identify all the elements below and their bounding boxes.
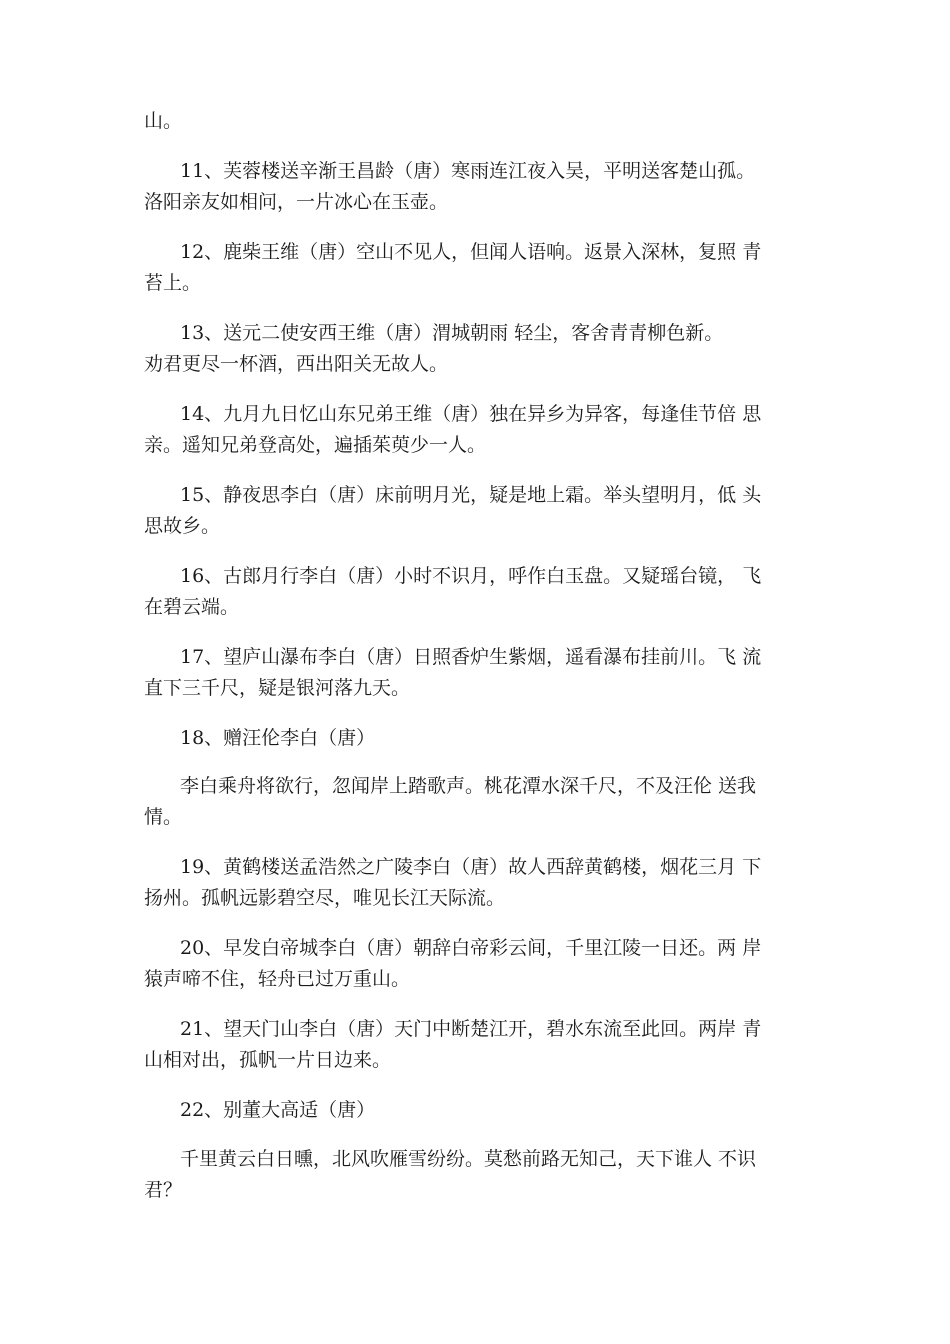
text-line: 山。 [144,110,183,132]
text-line: 扬州。孤帆远影碧空尽，唯见长江天际流。 [144,887,506,909]
text-line: 李白乘舟将欲行，忽闻岸上踏歌声。桃花潭水深千尺，不及汪伦 送我 [180,775,757,797]
text-line: 千里黄云白日曛，北风吹雁雪纷纷。莫愁前路无知己，天下谁人 不识 [180,1148,757,1170]
text-line: 在碧云端。 [144,596,240,618]
text-line: 13、送元二使安西王维（唐）渭城朝雨 轻尘，客舍青青柳色新。 [180,322,724,344]
text-line: 情。 [144,806,183,828]
text-line: 21、望天门山李白（唐）天门中断楚江开，碧水东流至此回。两岸 青 [180,1018,762,1040]
text-line: 君？ [144,1179,183,1201]
text-line: 14、九月九日忆山东兄弟王维（唐）独在异乡为异客，每逢佳节倍 思 [180,403,762,425]
text-line: 20、早发白帝城李白（唐）朝辞白帝彩云间，千里江陵一日还。两 岸 [180,937,762,959]
text-line: 11、芙蓉楼送辛渐王昌龄（唐）寒雨连江夜入吴，平明送客楚山孤。 [180,160,756,182]
text-line: 苔上。 [144,272,202,294]
paragraph-poem-15 [144,480,834,542]
text-line: 22、别董大高适（唐） [180,1099,376,1121]
text-line: 17、望庐山瀑布李白（唐）日照香炉生紫烟，遥看瀑布挂前川。飞 流 [180,646,762,668]
paragraph-poem-17 [144,642,834,704]
text-line: 思故乡。 [144,515,221,537]
paragraph-poem-21 [144,1014,834,1076]
paragraph-poem-14 [144,399,834,461]
paragraph-poem-11 [144,156,834,218]
paragraph-0 [144,106,834,137]
text-line: 12、鹿柴王维（唐）空山不见人，但闻人语响。返景入深林，复照 青 [180,241,762,263]
text-line: 亲。遥知兄弟登高处，遍插茱萸少一人。 [144,434,487,456]
paragraph-poem-22-title [144,1095,834,1126]
paragraph-poem-18-title [144,723,834,754]
paragraph-poem-20 [144,933,834,995]
text-line: 15、静夜思李白（唐）床前明月光，疑是地上霜。举头望明月，低 头 [180,484,762,506]
text-line: 猿声啼不住，轻舟已过万重山。 [144,968,411,990]
paragraph-poem-22-body [144,1144,834,1206]
text-line: 19、黄鹤楼送孟浩然之广陵李白（唐）故人西辞黄鹤楼，烟花三月 下 [180,856,762,878]
paragraph-poem-12 [144,237,834,299]
text-line: 山相对出，孤帆一片日边来。 [144,1049,392,1071]
paragraph-poem-16 [144,561,834,623]
text-line: 洛阳亲友如相问，一片冰心在玉壶。 [144,191,449,213]
text-line: 16、古郎月行李白（唐）小时不识月，呼作白玉盘。又疑瑶台镜， 飞 [180,565,762,587]
text-line: 18、赠汪伦李白（唐） [180,727,376,749]
paragraph-poem-18-body [144,771,834,833]
paragraph-poem-19 [144,852,834,914]
text-line: 直下三千尺，疑是银河落九天。 [144,677,411,699]
text-line: 劝君更尽一杯酒，西出阳关无故人。 [144,353,449,375]
paragraph-poem-13 [144,318,834,380]
